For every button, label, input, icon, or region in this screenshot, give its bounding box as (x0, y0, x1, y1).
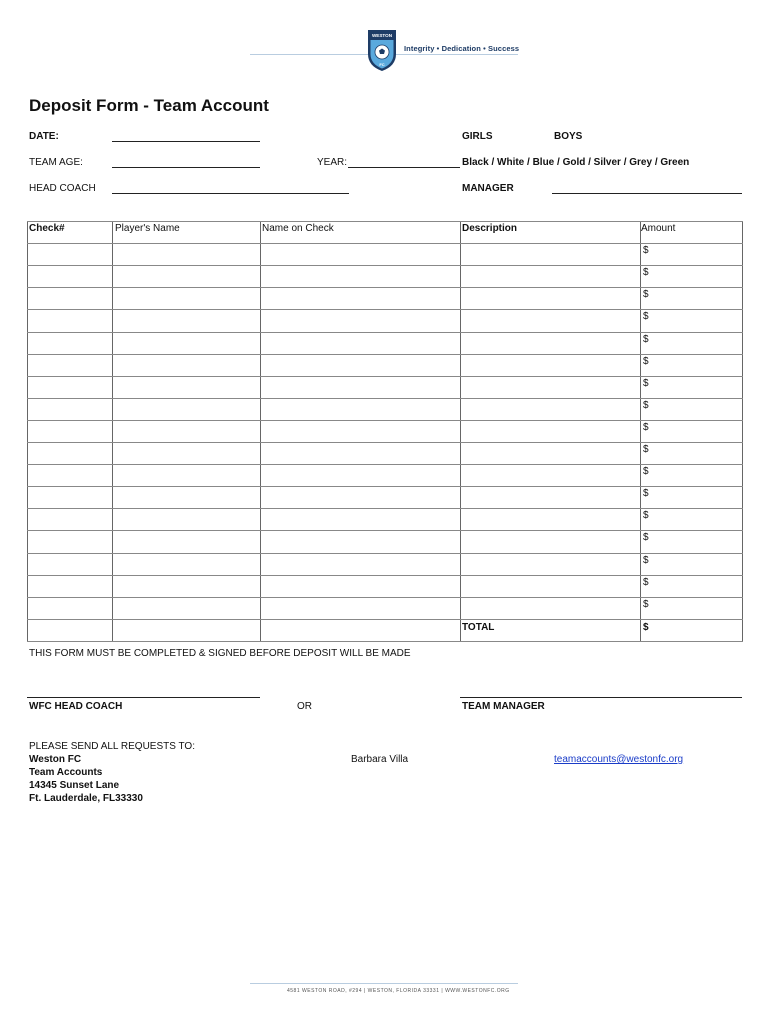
table-row[interactable] (27, 332, 742, 354)
column-header-check: Check# (29, 223, 65, 234)
table-row[interactable] (27, 420, 742, 442)
footer-address: 4581 WESTON ROAD, #294 | WESTON, FLORIDA 33331 | WWW.WESTONFC.ORG (287, 988, 510, 994)
table-row[interactable] (27, 309, 742, 331)
amount-currency-symbol: $ (643, 444, 649, 455)
team-colors-options: Black / White / Blue / Gold / Silver / Grey / Green (462, 157, 690, 168)
amount-currency-symbol: $ (643, 378, 649, 389)
address-line: Team Accounts (29, 767, 103, 778)
team-age-field[interactable] (112, 167, 260, 168)
manager-field[interactable] (552, 193, 742, 194)
table-row-border (27, 641, 743, 642)
form-title: Deposit Form - Team Account (29, 96, 269, 115)
amount-currency-symbol: $ (643, 510, 649, 521)
table-column-border (742, 221, 743, 641)
table-row[interactable] (27, 575, 742, 597)
total-amount[interactable]: $ (643, 622, 649, 633)
amount-currency-symbol: $ (643, 466, 649, 477)
table-row[interactable] (27, 265, 742, 287)
table-row[interactable] (27, 442, 742, 464)
table-row[interactable] (27, 398, 742, 420)
completion-notice: THIS FORM MUST BE COMPLETED & SIGNED BEFORE DEPOSIT WILL BE MADE (29, 648, 411, 659)
team-manager-signature-line[interactable] (460, 697, 742, 698)
amount-currency-symbol: $ (643, 400, 649, 411)
year-field[interactable] (348, 167, 460, 168)
table-row[interactable] (27, 486, 742, 508)
column-header-player-name: Player's Name (115, 223, 180, 234)
svg-text:FC: FC (379, 62, 385, 67)
svg-text:WESTON: WESTON (371, 33, 393, 38)
date-label: DATE: (29, 131, 59, 142)
amount-currency-symbol: $ (643, 334, 649, 345)
amount-currency-symbol: $ (643, 245, 649, 256)
weston-fc-crest-logo (366, 28, 398, 72)
table-row[interactable] (27, 553, 742, 575)
address-line: Ft. Lauderdale, FL33330 (29, 793, 143, 804)
table-row-border (27, 619, 743, 620)
team-manager-signature-label: TEAM MANAGER (462, 701, 545, 712)
email-link[interactable]: teamaccounts@westonfc.org (554, 754, 684, 765)
footer-rule (250, 983, 518, 984)
amount-currency-symbol: $ (643, 555, 649, 566)
table-row-border (27, 221, 743, 222)
table-row[interactable] (27, 243, 742, 265)
address-line: 14345 Sunset Lane (29, 780, 120, 791)
amount-currency-symbol: $ (643, 488, 649, 499)
head-coach-label: HEAD COACH (29, 183, 96, 194)
amount-currency-symbol: $ (643, 289, 649, 300)
requests-heading: PLEASE SEND ALL REQUESTS TO: (29, 741, 195, 752)
header-motto: Integrity • Dedication • Success (404, 44, 520, 53)
year-label: YEAR: (317, 157, 348, 168)
head-coach-signature-label: WFC HEAD COACH (29, 701, 123, 712)
table-row[interactable] (27, 508, 742, 530)
amount-currency-symbol: $ (643, 577, 649, 588)
table-row[interactable] (27, 354, 742, 376)
date-field[interactable] (112, 141, 260, 142)
contact-name: Barbara Villa (351, 754, 409, 765)
table-row[interactable] (27, 530, 742, 552)
total-label: TOTAL (462, 622, 495, 633)
column-header-description: Description (462, 223, 518, 234)
girls-label: GIRLS (462, 131, 493, 142)
column-header-amount: Amount (641, 223, 676, 234)
table-row[interactable] (27, 464, 742, 486)
amount-currency-symbol: $ (643, 532, 649, 543)
table-row[interactable] (27, 287, 742, 309)
manager-label: MANAGER (462, 183, 514, 194)
table-row[interactable] (27, 597, 742, 619)
column-header-name-on-check: Name on Check (262, 223, 334, 234)
head-coach-signature-line[interactable] (27, 697, 260, 698)
head-coach-field[interactable] (112, 193, 349, 194)
amount-currency-symbol: $ (643, 422, 649, 433)
amount-currency-symbol: $ (643, 599, 649, 610)
address-line: Weston FC (29, 754, 82, 765)
amount-currency-symbol: $ (643, 311, 649, 322)
team-age-label: TEAM AGE: (29, 157, 83, 168)
boys-label: BOYS (554, 131, 583, 142)
amount-currency-symbol: $ (643, 267, 649, 278)
amount-currency-symbol: $ (643, 356, 649, 367)
table-row[interactable] (27, 376, 742, 398)
or-separator: OR (297, 701, 312, 712)
